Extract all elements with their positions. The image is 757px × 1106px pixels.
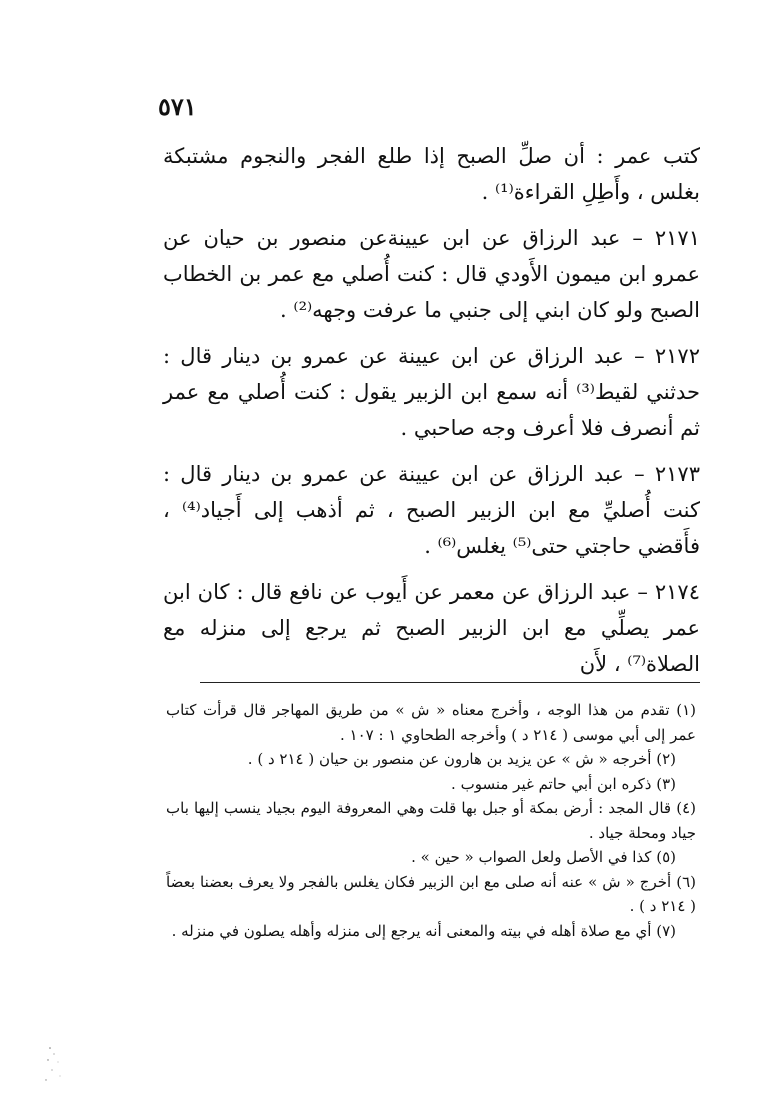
paragraph-hadith-2174: ٢١٧٤ – عبد الرزاق عن معمر عن أَيوب عن نافع قال : كان ابن عمر يصلِّي مع ابن الزبير الصبح ثم يرجع إلى منزله مع الصلاة⁽⁷⁾ ، لأَن [163,580,700,676]
paragraph-intro: كتب عمر : أن صلِّ الصبح إذا طلع الفجر والنجوم مشتبكة بغلس ، وأَطِلِ القراءة⁽¹⁾ . [163,144,700,204]
footnote-3: (٣) ذكره ابن أبي حاتم غير منسوب . [451,774,676,793]
footnote-6: (٦) أخرج « ش » عنه أنه صلى مع ابن الزبير فكان يغلس بالفجر ولا يعرف بعضنا بعضاً ( ٢١٤ د ) . [166,872,696,915]
footnote-separator [200,682,700,683]
main-text [163,138,700,692]
scan-speckles [40,1040,90,1090]
footnote-4: (٤) قال المجد : أرض بمكة أو جبل بها قلت وهي المعروفة اليوم بجياد ينسب إليها باب جياد ومحلة جياد . [166,799,696,842]
paragraph-hadith-2171: ٢١٧١ – عبد الرزاق عن ابن عيينةعن منصور بن حيان عن عمرو ابن ميمون الأَودي قال : كنت أُصلي مع عمر بن الخطاب الصبح ولو كان ابني إلى جنبي ما عرفت وجهه⁽²⁾ . [163,226,700,322]
paragraph-hadith-2172: ٢١٧٢ – عبد الرزاق عن ابن عيينة عن عمرو بن دينار قال : حدثني لقيط⁽³⁾ أنه سمع ابن الزبير يقول : كنت أُصلي مع عمر ثم أنصرف فلا أعرف وجه صاحبي . [163,344,700,440]
footnote-2: (٢) أخرجه « ش » عن يزيد بن هارون عن منصور بن حيان ( ٢١٤ د ) . [247,750,676,768]
page-number: ٥٧١ [158,92,197,121]
footnote-1: (١) تقدم من هذا الوجه ، وأخرج معناه « ش » من طريق المهاجر قال قرأت كتاب عمر إلى أبي موسى ( ٢١٤ د ) وأخرجه الطحاوي ١ : ١٠٧ . [166,701,696,744]
paragraph-hadith-2173: ٢١٧٣ – عبد الرزاق عن ابن عيينة عن عمرو بن دينار قال : كنت أُصليِّ مع ابن الزبير الصبح ، ثم أذهب إلى أَجياد⁽⁴⁾ ، فأَقضي حاجتي حتى⁽⁵⁾ يغلس⁽⁶⁾ . [163,462,700,558]
footnotes [166,698,696,943]
footnote-7: (٧) أي مع صلاة أهله في بيته والمعنى أنه يرجع إلى منزله وأهله يصلون في منزله . [171,921,676,940]
footnote-5: (٥) كذا في الأصل ولعل الصواب « حين » . [411,848,676,866]
